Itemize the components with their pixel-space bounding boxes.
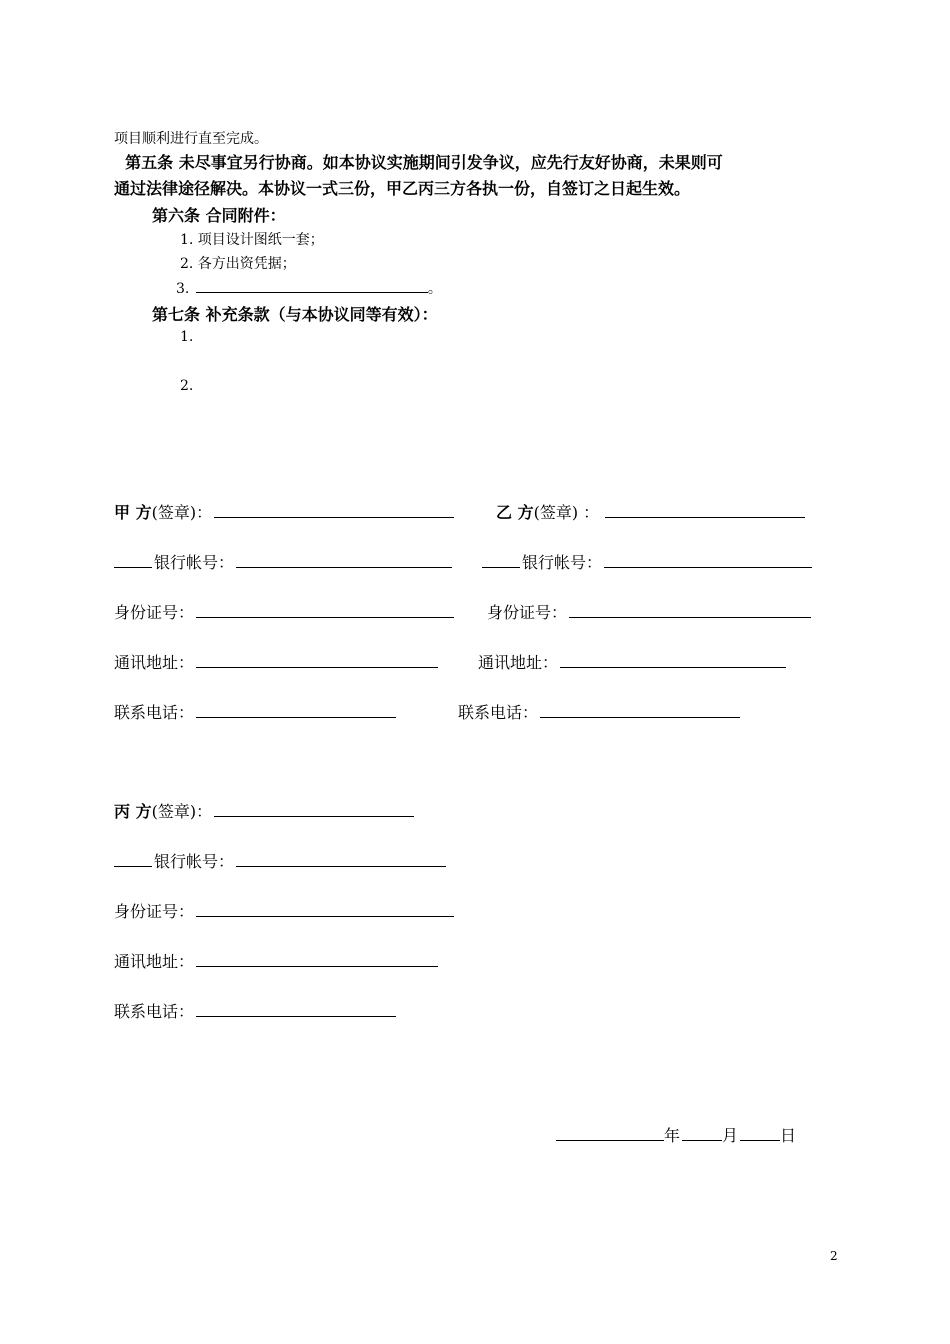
- article6-item3-blank[interactable]: [196, 278, 428, 293]
- article7-item1: 1.: [180, 329, 194, 345]
- article5-line1: [114, 150, 723, 176]
- party-a-bank-field[interactable]: [236, 553, 452, 568]
- party-c-bank-field[interactable]: [236, 852, 446, 867]
- party-c-phone-row: [114, 999, 396, 1022]
- party-a-id-row: [114, 600, 454, 623]
- party-c-id-field[interactable]: [196, 902, 454, 917]
- party-a-id-label: 身份证号：: [114, 603, 195, 622]
- party-b-bank-name-field[interactable]: [482, 553, 520, 568]
- date-month-label: 月: [722, 1126, 739, 1145]
- date-year-field[interactable]: [556, 1126, 664, 1141]
- party-b-address-field[interactable]: [560, 653, 786, 668]
- party-b-bank-label: 银行帐号：: [522, 553, 603, 572]
- party-c-bank-row: [114, 849, 446, 872]
- party-c-address-row: [114, 949, 438, 972]
- article7-item2: 2.: [180, 378, 194, 394]
- party-b-sign-label: (签章) ：: [533, 503, 600, 522]
- party-a-address-field[interactable]: [196, 653, 438, 668]
- page-number: 2: [830, 1249, 838, 1263]
- party-b-phone-row: [458, 700, 740, 723]
- party-b-phone-label: 联系电话：: [458, 703, 539, 722]
- party-c-address-field[interactable]: [196, 952, 438, 967]
- party-c-id-row: [114, 899, 454, 922]
- party-c-sign-field[interactable]: [214, 802, 414, 817]
- date-row: [556, 1123, 796, 1146]
- date-year-label: 年: [664, 1126, 681, 1145]
- party-a-bank-name-field[interactable]: [114, 553, 152, 568]
- party-a-address-label: 通讯地址：: [114, 653, 195, 672]
- party-a-phone-row: [114, 700, 396, 723]
- article6-item3-prefix: 3.: [176, 281, 190, 297]
- party-a-address-row: [114, 650, 438, 673]
- date-month-field[interactable]: [682, 1126, 722, 1141]
- article6-item2: 2. 各方出资凭据；: [180, 256, 296, 272]
- article6-item3: [176, 278, 442, 298]
- party-c-bank-name-field[interactable]: [114, 852, 152, 867]
- party-b-id-row: [487, 600, 811, 623]
- article6-heading: 第六条 合同附件：: [152, 206, 286, 225]
- party-b-sign-row: [496, 500, 805, 523]
- party-a-phone-label: 联系电话：: [114, 703, 195, 722]
- party-b-bank-row: [482, 550, 812, 573]
- date-day-field[interactable]: [740, 1126, 780, 1141]
- article6-item1: 1. 项目设计图纸一套；: [180, 232, 324, 248]
- article5-line2: 通过法律途径解决。本协议一式三份，甲乙丙三方各执一份，自签订之日起生效。: [114, 179, 691, 198]
- party-b-name: 乙 方: [496, 503, 534, 522]
- party-b-address-label: 通讯地址：: [478, 653, 559, 672]
- party-c-phone-field[interactable]: [196, 1002, 396, 1017]
- article7-heading: 第七条 补充条款（与本协议同等有效）：: [152, 305, 438, 324]
- party-c-id-label: 身份证号：: [114, 902, 195, 921]
- party-c-sign-label: (签章)：: [151, 802, 213, 821]
- party-c-address-label: 通讯地址：: [114, 952, 195, 971]
- party-c-phone-label: 联系电话：: [114, 1002, 195, 1021]
- party-a-name: 甲 方: [114, 503, 152, 522]
- party-b-bank-field[interactable]: [604, 553, 812, 568]
- party-b-address-row: [478, 650, 786, 673]
- party-a-sign-row: [114, 500, 454, 523]
- date-day-label: 日: [780, 1126, 797, 1145]
- party-a-sign-field[interactable]: [214, 503, 454, 518]
- party-c-bank-label: 银行帐号：: [154, 852, 235, 871]
- party-b-id-label: 身份证号：: [487, 603, 568, 622]
- article5-text-1: 第五条 未尽事宜另行协商。如本协议实施期间引发争议，应先行友好协商，未果则可: [125, 153, 723, 172]
- party-a-bank-row: [114, 550, 452, 573]
- party-a-bank-label: 银行帐号：: [154, 553, 235, 572]
- party-b-id-field[interactable]: [569, 603, 811, 618]
- party-c-sign-row: [114, 799, 414, 822]
- article6-item3-suffix: 。: [427, 281, 442, 297]
- party-c-name: 丙 方: [114, 802, 152, 821]
- party-a-phone-field[interactable]: [196, 703, 396, 718]
- party-b-phone-field[interactable]: [540, 703, 740, 718]
- party-a-id-field[interactable]: [196, 603, 454, 618]
- party-b-sign-field[interactable]: [605, 503, 805, 518]
- party-a-sign-label: (签章)：: [151, 503, 213, 522]
- top-line: 项目顺利进行直至完成。: [114, 131, 268, 147]
